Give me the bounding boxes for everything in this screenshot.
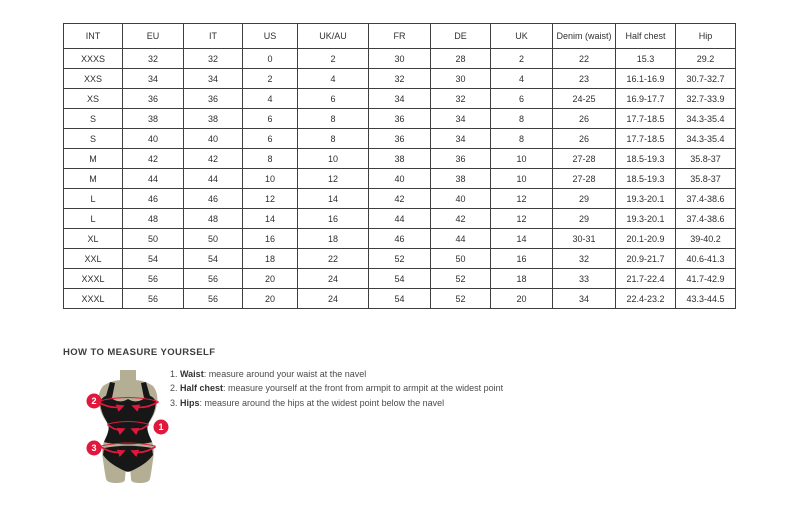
table-cell: XXXS — [64, 49, 123, 69]
table-cell: 18 — [298, 229, 369, 249]
table-cell: 14 — [298, 189, 369, 209]
table-cell: 46 — [369, 229, 431, 249]
table-cell: 54 — [369, 269, 431, 289]
table-cell: 28 — [431, 49, 491, 69]
table-cell: 20.9-21.7 — [616, 249, 676, 269]
table-cell: XXS — [64, 69, 123, 89]
table-cell: 34 — [369, 89, 431, 109]
table-cell: M — [64, 149, 123, 169]
table-cell: 17.7-18.5 — [616, 129, 676, 149]
table-cell: 18.5-19.3 — [616, 149, 676, 169]
table-row — [64, 209, 736, 229]
column-header: INT — [64, 24, 123, 49]
table-cell: 0 — [243, 49, 298, 69]
table-cell: 34.3-35.4 — [676, 129, 736, 149]
table-cell: 19.3-20.1 — [616, 209, 676, 229]
table-cell: 50 — [184, 229, 243, 249]
table-cell: 50 — [123, 229, 184, 249]
table-cell: 38 — [369, 149, 431, 169]
table-cell: 6 — [298, 89, 369, 109]
table-cell: 38 — [123, 109, 184, 129]
table-cell: 26 — [553, 109, 616, 129]
column-header: UK/AU — [298, 24, 369, 49]
table-row — [64, 49, 736, 69]
table-cell: 48 — [123, 209, 184, 229]
table-cell: 34 — [184, 69, 243, 89]
table-cell: 6 — [243, 129, 298, 149]
table-cell: XL — [64, 229, 123, 249]
table-cell: 17.7-18.5 — [616, 109, 676, 129]
table-cell: 12 — [243, 189, 298, 209]
table-cell: 37.4-38.6 — [676, 209, 736, 229]
table-cell: 36 — [123, 89, 184, 109]
table-cell: 34 — [431, 129, 491, 149]
table-cell: 48 — [184, 209, 243, 229]
table-cell: 36 — [369, 129, 431, 149]
table-cell: 32 — [123, 49, 184, 69]
table-cell: 12 — [491, 209, 553, 229]
table-cell: 4 — [243, 89, 298, 109]
table-cell: 33 — [553, 269, 616, 289]
table-cell: 30 — [431, 69, 491, 89]
table-row — [64, 269, 736, 289]
table-cell: 32 — [431, 89, 491, 109]
table-cell: L — [64, 209, 123, 229]
table-cell: 44 — [123, 169, 184, 189]
table-row — [64, 189, 736, 209]
table-cell: 16 — [243, 229, 298, 249]
table-cell: 44 — [184, 169, 243, 189]
table-cell: 56 — [123, 269, 184, 289]
table-cell: 16 — [491, 249, 553, 269]
table-cell: 10 — [491, 169, 553, 189]
column-header: IT — [184, 24, 243, 49]
table-cell: L — [64, 189, 123, 209]
measure-step: 1. Waist: measure around your waist at the navel — [170, 369, 367, 379]
table-cell: 18 — [243, 249, 298, 269]
table-cell: 24 — [298, 289, 369, 309]
table-cell: 29 — [553, 189, 616, 209]
table-cell: 14 — [491, 229, 553, 249]
table-cell: 34 — [431, 109, 491, 129]
table-cell: 22 — [553, 49, 616, 69]
how-to-measure-heading: HOW TO MEASURE YOURSELF — [63, 347, 216, 358]
table-cell: 36 — [431, 149, 491, 169]
table-cell: 12 — [491, 189, 553, 209]
table-cell: 46 — [123, 189, 184, 209]
table-cell: 6 — [243, 109, 298, 129]
table-row — [64, 289, 736, 309]
table-row — [64, 169, 736, 189]
table-cell: 36 — [369, 109, 431, 129]
table-cell: 38 — [431, 169, 491, 189]
column-header: UK — [491, 24, 553, 49]
table-cell: 37.4-38.6 — [676, 189, 736, 209]
table-cell: 2 — [298, 49, 369, 69]
table-cell: 52 — [431, 269, 491, 289]
table-cell: 29 — [553, 209, 616, 229]
table-cell: 29.2 — [676, 49, 736, 69]
table-cell: 30 — [369, 49, 431, 69]
table-cell: 35.8-37 — [676, 149, 736, 169]
measure-steps-list — [170, 369, 503, 412]
table-cell: 52 — [431, 289, 491, 309]
table-cell: 10 — [298, 149, 369, 169]
table-cell: 26 — [553, 129, 616, 149]
svg-text:1: 1 — [158, 422, 164, 433]
column-header: FR — [369, 24, 431, 49]
table-cell: 18.5-19.3 — [616, 169, 676, 189]
table-cell: 16.9-17.7 — [616, 89, 676, 109]
table-cell: 40 — [184, 129, 243, 149]
table-cell: 16 — [298, 209, 369, 229]
column-header: Denim (waist) — [553, 24, 616, 49]
table-cell: S — [64, 129, 123, 149]
table-cell: 15.3 — [616, 49, 676, 69]
table-cell: XS — [64, 89, 123, 109]
table-cell: 22 — [298, 249, 369, 269]
table-cell: XXL — [64, 249, 123, 269]
table-cell: 6 — [491, 89, 553, 109]
table-cell: 54 — [123, 249, 184, 269]
measure-step: 2. Half chest: measure yourself at the front from armpit to armpit at the widest point — [170, 383, 504, 394]
table-row — [64, 69, 736, 89]
table-cell: XXXL — [64, 269, 123, 289]
table-row — [64, 229, 736, 249]
table-cell: 50 — [431, 249, 491, 269]
table-cell: 40 — [369, 169, 431, 189]
table-cell: 42 — [369, 189, 431, 209]
column-header: Half chest — [616, 24, 676, 49]
table-cell: 22.4-23.2 — [616, 289, 676, 309]
table-cell: 44 — [431, 229, 491, 249]
table-cell: 27-28 — [553, 149, 616, 169]
column-header: Hip — [676, 24, 736, 49]
table-cell: 34.3-35.4 — [676, 109, 736, 129]
table-cell: 10 — [491, 149, 553, 169]
table-cell: 39-40.2 — [676, 229, 736, 249]
column-header: DE — [431, 24, 491, 49]
table-cell: 43.3-44.5 — [676, 289, 736, 309]
table-cell: 56 — [184, 289, 243, 309]
table-cell: 56 — [123, 289, 184, 309]
column-header: EU — [123, 24, 184, 49]
table-cell: 34 — [123, 69, 184, 89]
table-cell: 42 — [123, 149, 184, 169]
table-cell: 20 — [491, 289, 553, 309]
table-cell: 16.1-16.9 — [616, 69, 676, 89]
table-cell: 41.7-42.9 — [676, 269, 736, 289]
table-cell: 42 — [184, 149, 243, 169]
table-cell: 32.7-33.9 — [676, 89, 736, 109]
table-cell: 40.6-41.3 — [676, 249, 736, 269]
table-cell: 32 — [184, 49, 243, 69]
table-cell: 8 — [298, 129, 369, 149]
table-cell: 54 — [184, 249, 243, 269]
table-cell: 2 — [491, 49, 553, 69]
svg-text:3: 3 — [91, 443, 97, 454]
table-row — [64, 129, 736, 149]
table-cell: 36 — [184, 89, 243, 109]
table-cell: 34 — [553, 289, 616, 309]
table-cell: 38 — [184, 109, 243, 129]
table-cell: 12 — [298, 169, 369, 189]
table-cell: M — [64, 169, 123, 189]
table-cell: 10 — [243, 169, 298, 189]
size-chart-table — [63, 23, 736, 309]
table-cell: 24 — [298, 269, 369, 289]
table-cell: 46 — [184, 189, 243, 209]
table-cell: 30-31 — [553, 229, 616, 249]
table-cell: 24-25 — [553, 89, 616, 109]
table-cell: 4 — [298, 69, 369, 89]
table-cell: 32 — [553, 249, 616, 269]
table-cell: 44 — [369, 209, 431, 229]
table-cell: 54 — [369, 289, 431, 309]
table-cell: 35.8-37 — [676, 169, 736, 189]
table-cell: XXXL — [64, 289, 123, 309]
table-cell: 30.7-32.7 — [676, 69, 736, 89]
table-cell: 20.1-20.9 — [616, 229, 676, 249]
measure-badge-hips — [87, 441, 102, 456]
table-cell: S — [64, 109, 123, 129]
table-cell: 32 — [369, 69, 431, 89]
table-cell: 21.7-22.4 — [616, 269, 676, 289]
table-row — [64, 149, 736, 169]
table-cell: 20 — [243, 269, 298, 289]
table-cell: 52 — [369, 249, 431, 269]
table-row — [64, 89, 736, 109]
table-cell: 2 — [243, 69, 298, 89]
table-cell: 56 — [184, 269, 243, 289]
table-cell: 8 — [491, 129, 553, 149]
table-cell: 19.3-20.1 — [616, 189, 676, 209]
table-cell: 14 — [243, 209, 298, 229]
table-cell: 8 — [491, 109, 553, 129]
table-cell: 18 — [491, 269, 553, 289]
table-cell: 20 — [243, 289, 298, 309]
table-cell: 42 — [431, 209, 491, 229]
table-cell: 27-28 — [553, 169, 616, 189]
svg-text:2: 2 — [91, 396, 97, 407]
table-cell: 40 — [431, 189, 491, 209]
measure-badge-waist — [154, 420, 169, 435]
table-row — [64, 249, 736, 269]
table-cell: 8 — [298, 109, 369, 129]
table-cell: 40 — [123, 129, 184, 149]
measure-step: 3. Hips: measure around the hips at the widest point below the navel — [170, 397, 445, 408]
measure-badge-half-chest — [87, 394, 102, 409]
column-header: US — [243, 24, 298, 49]
table-cell: 23 — [553, 69, 616, 89]
table-row — [64, 109, 736, 129]
table-cell: 8 — [243, 149, 298, 169]
table-header-row — [64, 24, 736, 49]
table-cell: 4 — [491, 69, 553, 89]
